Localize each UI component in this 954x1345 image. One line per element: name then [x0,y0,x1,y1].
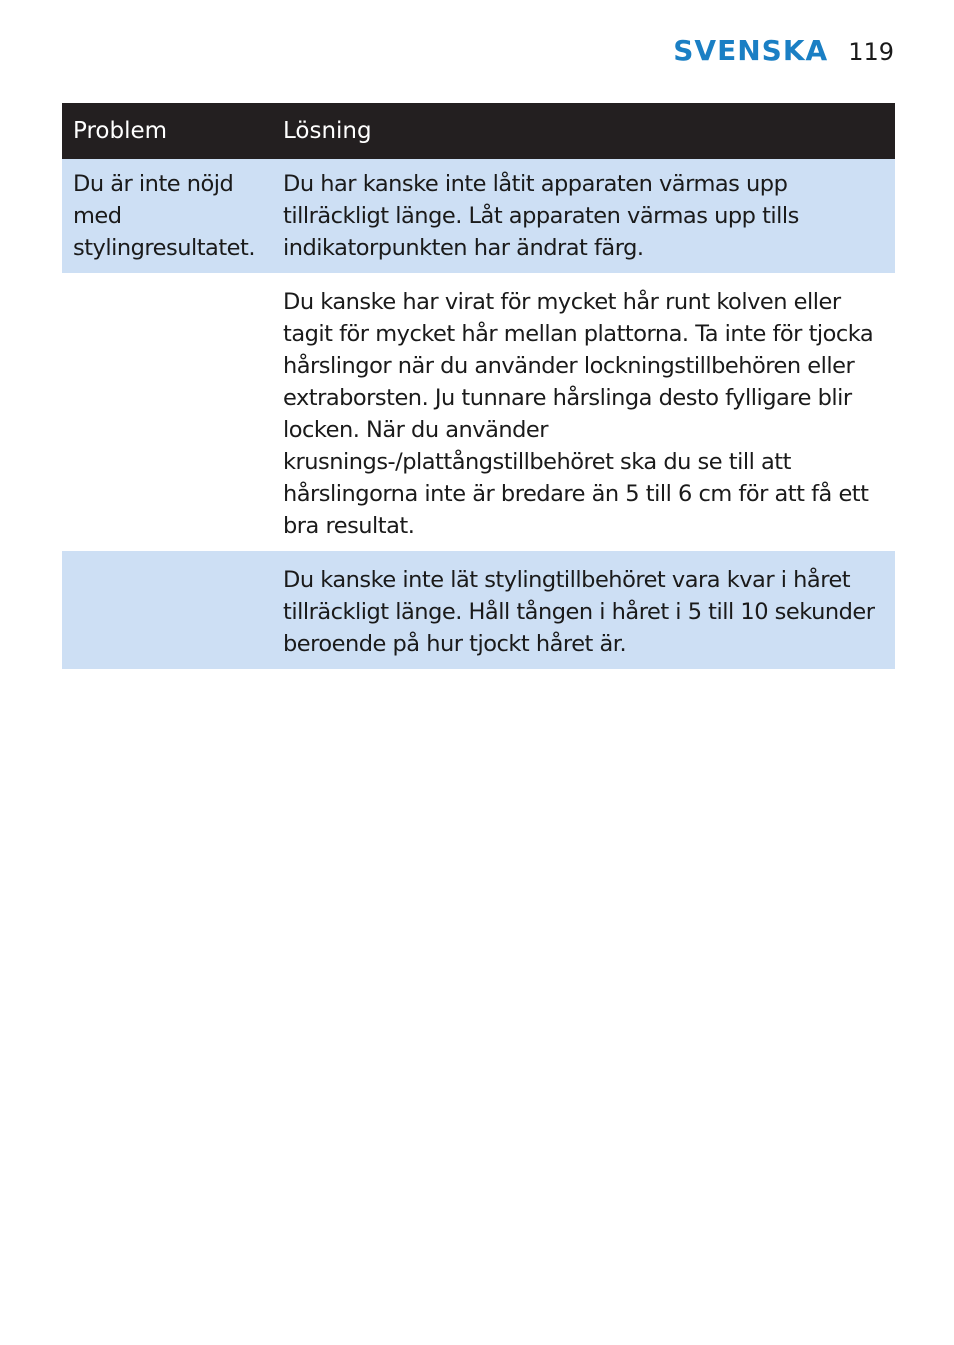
solution-cell: Du kanske inte lät stylingtillbehöret vara kvar i håret tillräckligt länge. Håll tången i håret i 5 till 10 sekunder beroende på hur tjockt håret är. [272,551,895,669]
solution-cell: Du har kanske inte låtit apparaten värmas upp tillräckligt länge. Låt apparaten värmas upp tills indikatorpunkten har ändrat färg. [272,159,895,273]
language-label: SVENSKA [673,34,829,67]
problem-cell: Du är inte nöjd med stylingresultatet. [62,159,272,273]
troubleshooting-table [62,103,895,669]
problem-cell [62,551,272,669]
table-row [62,551,895,669]
table-row [62,273,895,551]
page-number: 119 [848,38,894,66]
column-header-problem: Problem [62,103,272,159]
solution-cell: Du kanske har virat för mycket hår runt kolven eller tagit för mycket hår mellan plattorna. Ta inte för tjocka hårslingor när du använder lockningstillbehören eller extraborsten. Ju tunnare hårslinga desto fylligare blir locken. När du använder krusnings-/plattångstillbehöret ska du se till att hårslingorna inte är bredare än 5 till 6 cm för att få ett bra resultat. [283,289,874,539]
table-row [62,159,895,273]
problem-cell [62,273,272,551]
table-header-row [62,103,895,159]
column-header-solution: Lösning [272,103,895,159]
page-header [673,34,894,67]
